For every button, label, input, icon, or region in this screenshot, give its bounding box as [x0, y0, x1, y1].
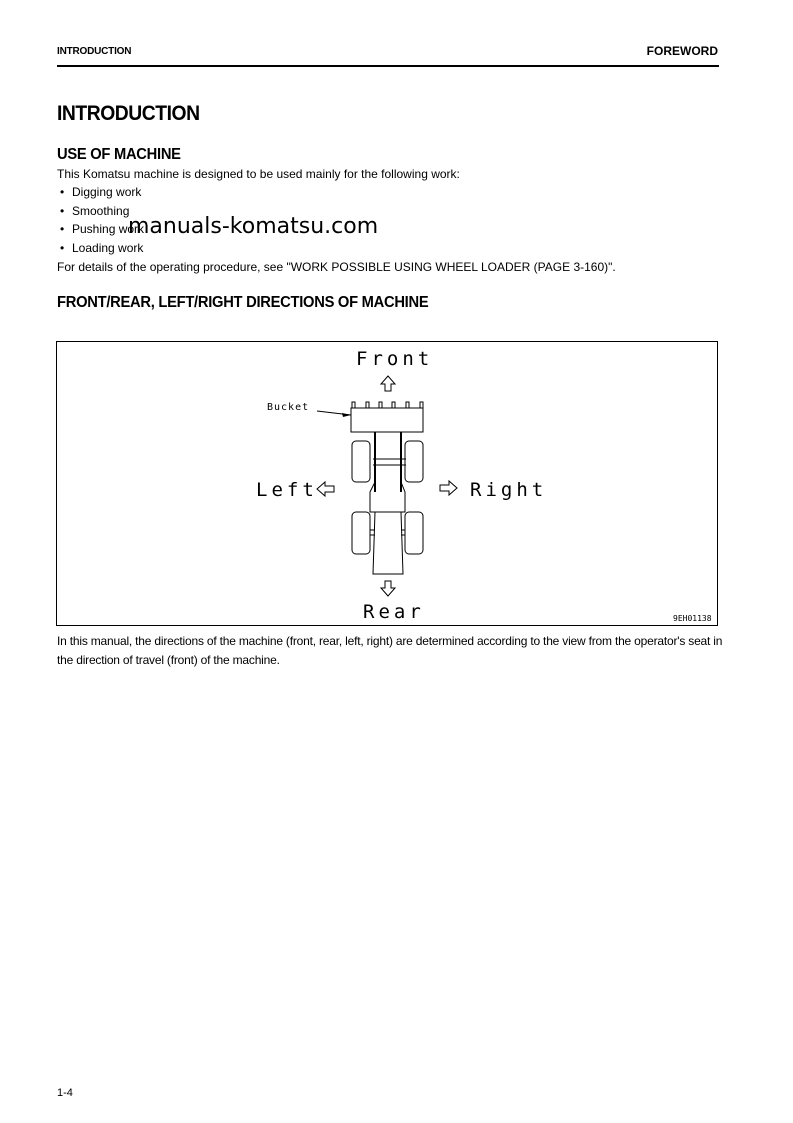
- bucket: [351, 408, 423, 432]
- front-label: Front: [356, 348, 434, 370]
- directions-heading: FRONT/REAR, LEFT/RIGHT DIRECTIONS OF MACHINE: [57, 294, 429, 311]
- figure-code: 9EH01138: [673, 614, 712, 623]
- rear-arrow-icon: [381, 581, 395, 596]
- rear-axle: [370, 530, 405, 535]
- page-title: INTRODUCTION: [57, 102, 200, 125]
- running-header-section: INTRODUCTION: [57, 46, 132, 57]
- list-item: • Smoothing: [57, 202, 144, 221]
- procedure-reference: For details of the operating procedure, see "WORK POSSIBLE USING WHEEL LOADER (PAGE 3-160)".: [57, 260, 616, 274]
- rear-right-tire: [405, 512, 423, 554]
- lift-arms: [375, 432, 401, 492]
- rear-left-tire: [352, 512, 370, 554]
- left-label: Left: [256, 479, 318, 501]
- header-rule: [57, 65, 719, 67]
- watermark-text: manuals-komatsu.com: [128, 214, 379, 239]
- front-arrow-icon: [381, 376, 395, 391]
- right-arrow-icon: [440, 481, 457, 495]
- running-header-chapter: FOREWORD: [646, 44, 718, 58]
- bucket-label: Bucket: [267, 402, 310, 413]
- wheel-loader-diagram: [57, 342, 719, 627]
- left-arrow-icon: [317, 482, 334, 496]
- list-item: • Digging work: [57, 183, 144, 202]
- rear-frame: [373, 512, 403, 574]
- directions-figure: [56, 341, 718, 626]
- list-item: • Loading work: [57, 239, 144, 258]
- front-left-tire: [352, 441, 370, 482]
- rear-label: Rear: [363, 601, 425, 623]
- front-right-tire: [405, 441, 423, 482]
- list-item: • Pushing work: [57, 220, 144, 239]
- page-number: 1-4: [57, 1087, 73, 1099]
- directions-explanation: In this manual, the directions of the machine (front, rear, left, right) are determined according to the view from the operator's seat in the direction of travel (front) of the machine.: [57, 634, 723, 667]
- use-of-machine-intro: This Komatsu machine is designed to be used mainly for the following work:: [57, 167, 460, 181]
- bucket-teeth: [352, 402, 423, 408]
- use-of-machine-heading: USE OF MACHINE: [57, 146, 181, 163]
- right-label: Right: [470, 479, 548, 501]
